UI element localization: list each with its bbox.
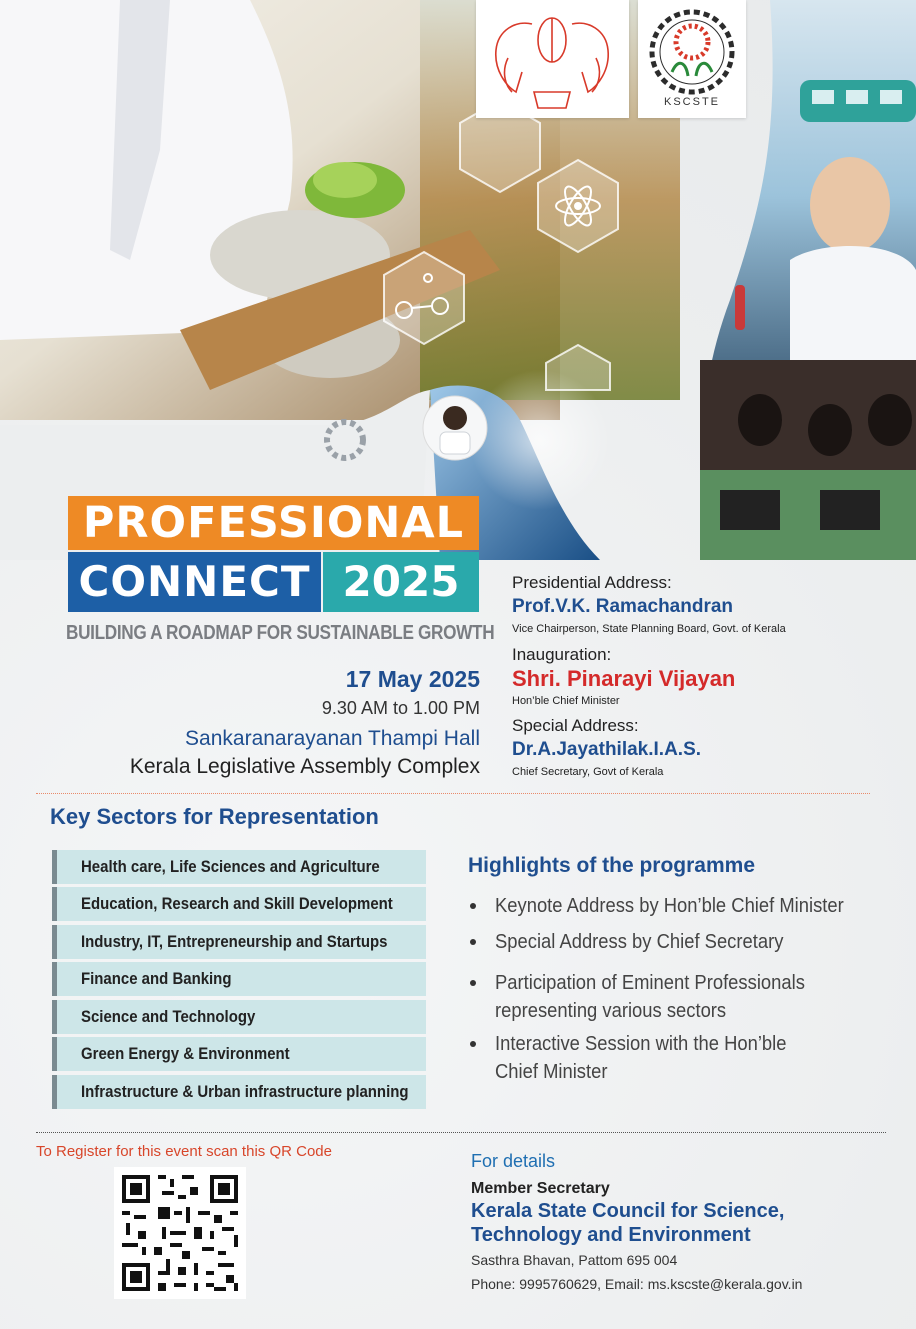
special-name: Dr.A.Jayathilak.I.A.S. (512, 739, 702, 760)
details-label: For details (471, 1151, 556, 1171)
registration-text: To Register for this event scan this QR Code (36, 1143, 332, 1160)
phone-email: Phone: 9995760629, Email: ms.kscste@kerala.gov.in (471, 1276, 803, 1292)
bullet-icon (470, 980, 476, 986)
venue-hall: Sankaranarayanan Thampi Hall (185, 727, 480, 750)
sector-item: Finance and Banking (52, 962, 426, 996)
kscste-logo-text: KSCSTE (663, 96, 720, 108)
divider-top (36, 793, 870, 794)
address: Sasthra Bhavan, Pattom 695 004 (471, 1252, 678, 1268)
sector-item: Health care, Life Sciences and Agriculture (52, 850, 426, 884)
event-time: 9.30 AM to 1.00 PM (321, 698, 480, 718)
bullet-icon (470, 903, 476, 909)
hero-illustration (0, 0, 916, 560)
sector-item: Infrastructure & Urban infrastructure planning (52, 1075, 426, 1109)
venue-place: Kerala Legislative Assembly Complex (129, 755, 480, 778)
inauguration-name: Shri. Pinarayi Vijayan (512, 666, 736, 691)
title-professional: PROFESSIONAL (68, 496, 479, 550)
divider-bottom (36, 1132, 886, 1133)
bullet-icon (470, 1041, 476, 1047)
bullet-icon (470, 939, 476, 945)
presidential-name: Prof.V.K. Ramachandran (512, 596, 734, 617)
sector-item: Education, Research and Skill Development (52, 887, 426, 921)
sector-item: Industry, IT, Entrepreneurship and Startups (52, 925, 426, 959)
organization-line2: Technology and Environment (471, 1224, 751, 1246)
sector-item: Science and Technology (52, 1000, 426, 1034)
poster: KSCSTE PROFESSIONAL CONNECT 2025 BUILDING A ROADMAP FOR SUSTAINABLE GROWTH 17 May 2025 9.30 AM to 1.00 PM Sankaranarayanan Thampi Hall Kerala Legislative Assembly Complex Presidential Address: Prof.V.K. Ramachandran Vice Chairperson, State Planning Board, Govt. of Kerala Inauguration: Shri. Pinarayi Vijayan Hon’ble Chief Minister Special Address: Dr.A.Jayathilak.I.A.S. Chief Secretary, Govt of Kerala Key Sectors for Representation Health care, Life Sciences and Agriculture Education, Research and Skill Development Industry, IT, Entrepreneurship and Startups Finance and Banking Science and Technology Green Energy & Environment Infrastructure & Urban infrastructure planning Highlights of the programme Keynote Address by Hon’ble Chief Minister Special Address by Chief Secretary Participation of Eminent Professionals representing various sectors Interactive Session with the Hon’ble Chief Minister To Register for this event scan this QR Code For details Member Secretary Kerala State Council for Science, Technology and Environment Sasthra Bhavan, Pattom 695 004 Phone: 9995760629, Email: ms.kscste@kerala.gov.in (0, 0, 916, 1329)
special-role: Chief Secretary, Govt of Kerala (512, 766, 664, 778)
qr-code[interactable] (114, 1167, 246, 1299)
presidential-label: Presidential Address: (512, 573, 672, 592)
inauguration-label: Inauguration: (512, 645, 612, 664)
designation: Member Secretary (471, 1180, 610, 1197)
title-year: 2025 (323, 552, 479, 612)
kscste-logo (638, 0, 746, 118)
sectors-title: Key Sectors for Representation (50, 804, 379, 829)
highlights-title: Highlights of the programme (468, 854, 756, 877)
sector-item: Green Energy & Environment (52, 1037, 426, 1071)
special-label: Special Address: (512, 716, 639, 735)
event-date: 17 May 2025 (345, 666, 480, 692)
inauguration-role: Hon’ble Chief Minister (512, 695, 620, 707)
title-connect: CONNECT (68, 552, 321, 612)
kerala-emblem-logo (476, 0, 629, 118)
tagline: BUILDING A ROADMAP FOR SUSTAINABLE GROWTH (66, 622, 495, 644)
presidential-role: Vice Chairperson, State Planning Board, Govt. of Kerala (512, 623, 786, 635)
organization-line1: Kerala State Council for Science, (471, 1200, 785, 1222)
